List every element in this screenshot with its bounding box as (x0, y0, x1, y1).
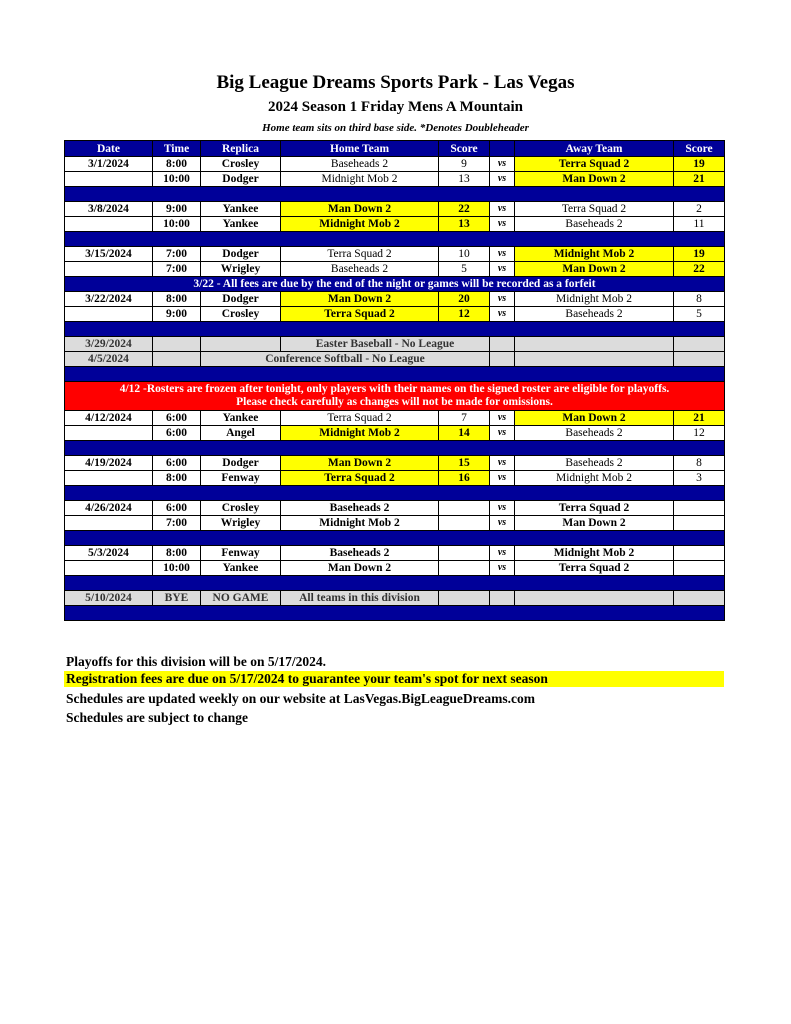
away-score-cell: 11 (674, 217, 725, 232)
away-team-cell: Midnight Mob 2 (515, 471, 674, 486)
col-away-team: Away Team (515, 141, 674, 157)
vs-cell: vs (490, 456, 515, 471)
game-row (65, 426, 725, 441)
roster-notice-line2: Please check carefully as changes will not be made for omissions. (236, 396, 553, 408)
registration-note: Registration fees are due on 5/17/2024 to guarantee your team's spot for next season (64, 671, 724, 687)
vs-cell: vs (490, 426, 515, 441)
away-team-cell: Midnight Mob 2 (515, 247, 674, 262)
date-cell: 4/12/2024 (65, 411, 153, 426)
field-cell: Crosley (201, 157, 281, 172)
home-score-cell: 13 (439, 217, 490, 232)
time-cell: 9:00 (153, 307, 201, 322)
away-score-cell: 12 (674, 426, 725, 441)
away-score-cell (674, 546, 725, 561)
field-cell: Angel (201, 426, 281, 441)
time-cell: 6:00 (153, 426, 201, 441)
away-team-cell: Baseheads 2 (515, 217, 674, 232)
home-score-cell: 9 (439, 157, 490, 172)
game-row (65, 546, 725, 561)
time-cell: 9:00 (153, 202, 201, 217)
home-team-cell: Baseheads 2 (281, 501, 439, 516)
home-team-cell: Baseheads 2 (281, 157, 439, 172)
date-cell: 3/15/2024 (65, 247, 153, 262)
vs-cell: vs (490, 307, 515, 322)
away-team-cell: Midnight Mob 2 (515, 546, 674, 561)
home-team-cell: Midnight Mob 2 (281, 217, 439, 232)
home-team-cell: Baseheads 2 (281, 262, 439, 277)
away-score-cell: 21 (674, 172, 725, 187)
away-score-cell: 8 (674, 292, 725, 307)
change-note: Schedules are subject to change (66, 710, 248, 725)
field-cell: Crosley (201, 307, 281, 322)
time-cell: 8:00 (153, 471, 201, 486)
vs-cell: vs (490, 471, 515, 486)
playoffs-note: Playoffs for this division will be on 5/17/2024. (66, 654, 327, 669)
home-score-cell: 10 (439, 247, 490, 262)
game-row (65, 456, 725, 471)
home-score-cell: 12 (439, 307, 490, 322)
field-cell: Fenway (201, 471, 281, 486)
home-team-cell: Baseheads 2 (281, 546, 439, 561)
date-cell (65, 426, 153, 441)
home-score-cell: 22 (439, 202, 490, 217)
header-row (65, 141, 725, 157)
col-date: Date (65, 141, 153, 157)
field-cell: Yankee (201, 561, 281, 576)
no-league-row (65, 352, 725, 367)
game-row (65, 157, 725, 172)
away-score-cell: 3 (674, 471, 725, 486)
home-score-cell (439, 561, 490, 576)
no-league-text: Conference Softball - No League (201, 352, 490, 367)
vs-cell: vs (490, 546, 515, 561)
away-score-cell (674, 561, 725, 576)
home-team-cell: Man Down 2 (281, 456, 439, 471)
game-row (65, 307, 725, 322)
schedule-table (64, 140, 725, 621)
home-team-cell: Midnight Mob 2 (281, 426, 439, 441)
home-score-cell: 7 (439, 411, 490, 426)
date-cell (65, 471, 153, 486)
fees-notice: 3/22 - All fees are due by the end of the night or games will be recorded as a forfeit (65, 277, 725, 292)
field-cell: Yankee (201, 217, 281, 232)
game-row (65, 247, 725, 262)
week-separator (65, 322, 725, 337)
home-team-cell: Midnight Mob 2 (281, 172, 439, 187)
field-cell: Dodger (201, 172, 281, 187)
week-separator (65, 606, 725, 621)
week-separator (65, 576, 725, 591)
time-cell: 7:00 (153, 262, 201, 277)
home-score-cell: 5 (439, 262, 490, 277)
away-score-cell: 19 (674, 157, 725, 172)
date-cell (65, 516, 153, 531)
no-league-text: Easter Baseball - No League (281, 337, 490, 352)
roster-notice-row (65, 382, 725, 411)
away-team-cell: Man Down 2 (515, 262, 674, 277)
date-cell: 3/8/2024 (65, 202, 153, 217)
col-time: Time (153, 141, 201, 157)
home-team-cell: Terra Squad 2 (281, 471, 439, 486)
vs-cell: vs (490, 516, 515, 531)
time-cell: 7:00 (153, 516, 201, 531)
game-row (65, 501, 725, 516)
date-cell (65, 172, 153, 187)
page-title: Big League Dreams Sports Park - Las Vegas (216, 72, 575, 93)
field-cell: Wrigley (201, 516, 281, 531)
time-cell: 10:00 (153, 172, 201, 187)
away-score-cell: 22 (674, 262, 725, 277)
date-cell: 3/1/2024 (65, 157, 153, 172)
vs-cell: vs (490, 247, 515, 262)
away-team-cell: Baseheads 2 (515, 426, 674, 441)
page-subtitle: 2024 Season 1 Friday Mens A Mountain (267, 99, 524, 115)
field-cell: Dodger (201, 456, 281, 471)
home-score-cell: 20 (439, 292, 490, 307)
away-score-cell (674, 501, 725, 516)
roster-notice (65, 382, 725, 411)
vs-cell: vs (490, 217, 515, 232)
week-separator (65, 486, 725, 501)
date-cell: 4/5/2024 (65, 352, 153, 367)
date-cell: 4/19/2024 (65, 456, 153, 471)
home-team-cell: Terra Squad 2 (281, 411, 439, 426)
time-cell: 8:00 (153, 157, 201, 172)
away-team-cell: Terra Squad 2 (515, 561, 674, 576)
away-team-cell: Baseheads 2 (515, 456, 674, 471)
game-row (65, 262, 725, 277)
col-away-score: Score (674, 141, 725, 157)
week-separator (65, 531, 725, 546)
bye-row (65, 591, 725, 606)
time-cell: 10:00 (153, 217, 201, 232)
home-team-note: Home team sits on third base side. *Denotes Doubleheader (262, 122, 529, 134)
away-score-cell (674, 516, 725, 531)
week-separator (65, 367, 725, 382)
away-team-cell: Baseheads 2 (515, 307, 674, 322)
home-team-cell: Man Down 2 (281, 561, 439, 576)
week-separator (65, 441, 725, 456)
field-cell: NO GAME (201, 591, 281, 606)
game-row (65, 217, 725, 232)
date-cell: 3/29/2024 (65, 337, 153, 352)
time-cell: 10:00 (153, 561, 201, 576)
field-cell: Crosley (201, 501, 281, 516)
home-team-cell: Terra Squad 2 (281, 247, 439, 262)
game-row (65, 411, 725, 426)
col-replica: Replica (201, 141, 281, 157)
away-score-cell: 2 (674, 202, 725, 217)
game-row (65, 516, 725, 531)
time-cell: 6:00 (153, 501, 201, 516)
vs-cell: vs (490, 157, 515, 172)
col-vs (490, 141, 515, 157)
home-score-cell: 16 (439, 471, 490, 486)
home-score-cell: 13 (439, 172, 490, 187)
field-cell: Dodger (201, 247, 281, 262)
field-cell: Fenway (201, 546, 281, 561)
home-team-cell: Terra Squad 2 (281, 307, 439, 322)
away-team-cell: Man Down 2 (515, 516, 674, 531)
away-score-cell: 21 (674, 411, 725, 426)
home-score-cell (439, 501, 490, 516)
home-score-cell (439, 516, 490, 531)
field-cell: Dodger (201, 292, 281, 307)
field-cell: Yankee (201, 202, 281, 217)
col-home-team: Home Team (281, 141, 439, 157)
field-cell: Yankee (201, 411, 281, 426)
time-cell: 6:00 (153, 456, 201, 471)
game-row (65, 292, 725, 307)
date-cell: 4/26/2024 (65, 501, 153, 516)
bye-text: All teams in this division (281, 591, 439, 606)
col-home-score: Score (439, 141, 490, 157)
website-note: Schedules are updated weekly on our website at LasVegas.BigLeagueDreams.com (66, 691, 536, 706)
date-cell: 3/22/2024 (65, 292, 153, 307)
away-team-cell: Man Down 2 (515, 172, 674, 187)
away-score-cell: 5 (674, 307, 725, 322)
game-row (65, 561, 725, 576)
vs-cell: vs (490, 411, 515, 426)
away-team-cell: Terra Squad 2 (515, 202, 674, 217)
date-cell (65, 262, 153, 277)
vs-cell: vs (490, 172, 515, 187)
away-team-cell: Terra Squad 2 (515, 501, 674, 516)
home-score-cell: 14 (439, 426, 490, 441)
vs-cell: vs (490, 292, 515, 307)
away-score-cell: 19 (674, 247, 725, 262)
home-score-cell (439, 546, 490, 561)
date-cell (65, 561, 153, 576)
date-cell: 5/10/2024 (65, 591, 153, 606)
date-cell (65, 307, 153, 322)
no-league-row (65, 337, 725, 352)
home-team-cell: Midnight Mob 2 (281, 516, 439, 531)
date-cell: 5/3/2024 (65, 546, 153, 561)
away-team-cell: Man Down 2 (515, 411, 674, 426)
away-team-cell: Midnight Mob 2 (515, 292, 674, 307)
week-separator (65, 187, 725, 202)
week-separator (65, 232, 725, 247)
time-cell: BYE (153, 591, 201, 606)
vs-cell: vs (490, 202, 515, 217)
field-cell: Wrigley (201, 262, 281, 277)
away-team-cell: Terra Squad 2 (515, 157, 674, 172)
game-row (65, 202, 725, 217)
roster-notice-line1: 4/12 -Rosters are frozen after tonight, only players with their names on the signed roster are eligible for playoffs. (119, 383, 670, 395)
home-team-cell: Man Down 2 (281, 292, 439, 307)
time-cell: 8:00 (153, 546, 201, 561)
game-row (65, 471, 725, 486)
vs-cell: vs (490, 561, 515, 576)
time-cell: 6:00 (153, 411, 201, 426)
time-cell: 7:00 (153, 247, 201, 262)
away-score-cell: 8 (674, 456, 725, 471)
date-cell (65, 217, 153, 232)
home-team-cell: Man Down 2 (281, 202, 439, 217)
game-row (65, 172, 725, 187)
time-cell: 8:00 (153, 292, 201, 307)
home-score-cell: 15 (439, 456, 490, 471)
fees-notice-row (65, 277, 725, 292)
vs-cell: vs (490, 262, 515, 277)
vs-cell: vs (490, 501, 515, 516)
